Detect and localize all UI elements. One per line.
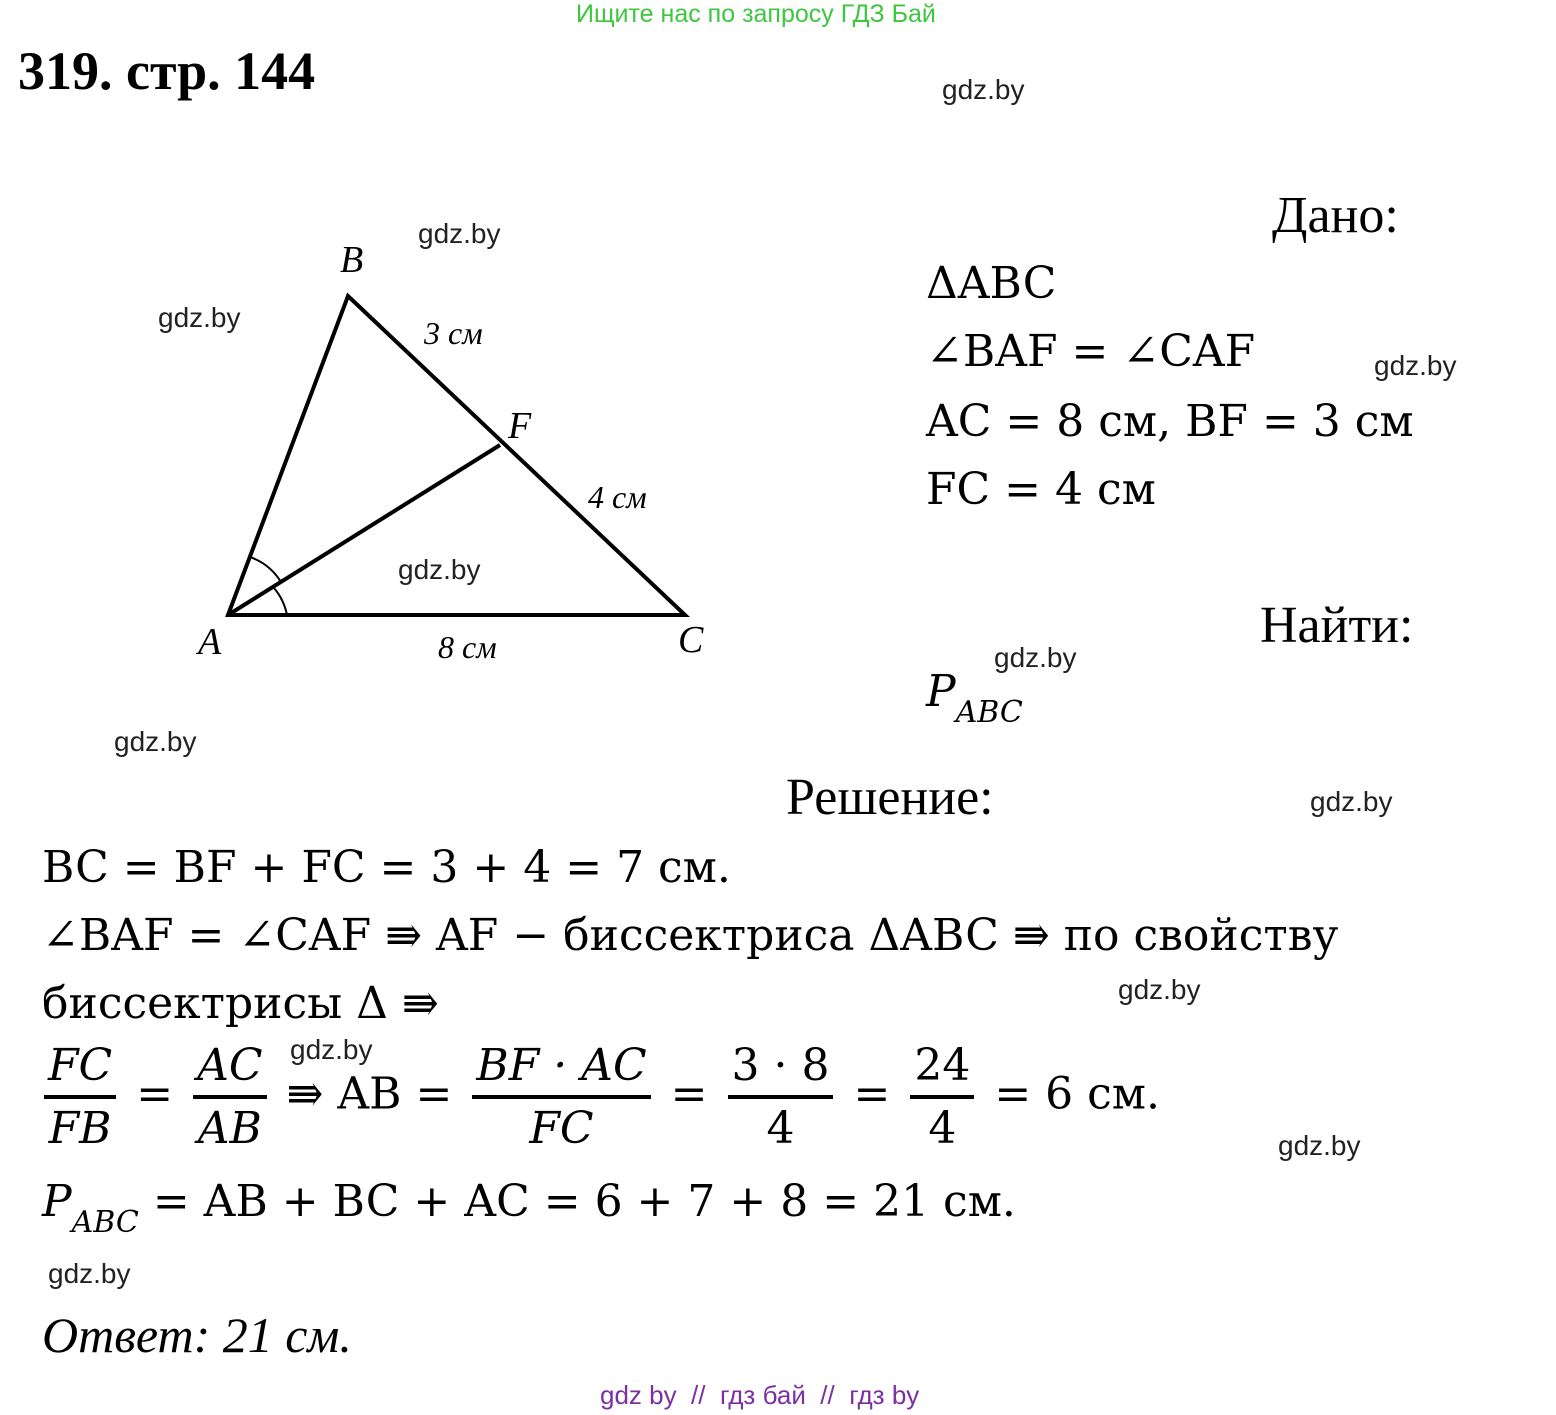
fraction-numerator: AC (193, 1040, 266, 1099)
perimeter-subscript: ABC (955, 695, 1023, 730)
solution-heading: Решение: (786, 769, 994, 826)
vertex-f-label: F (508, 405, 532, 447)
perimeter-subscript: ABC (71, 1205, 139, 1240)
given-line: FC = 4 см (926, 464, 1156, 515)
side-bf-label: 3 см (424, 315, 483, 351)
vertex-a-label: A (198, 621, 222, 663)
fraction-3x8-4 (728, 1040, 834, 1154)
watermark: gdz.by (942, 74, 1025, 105)
fraction-denominator: FB (48, 1103, 112, 1154)
watermark: gdz.by (1374, 350, 1457, 381)
perimeter-calculation: = AB + BC + AC = 6 + 7 + 8 = 21 см. (138, 1176, 1016, 1227)
solution-fraction-line (38, 1040, 1160, 1154)
fraction-numerator: 3 · 8 (728, 1040, 834, 1099)
perimeter-symbol: P (926, 666, 956, 717)
watermark: gdz.by (994, 642, 1077, 673)
given-line: ∠BAF = ∠CAF (926, 326, 1256, 377)
given-line: ΔABC (926, 258, 1057, 309)
solution-perimeter-line (42, 1176, 1016, 1240)
solution-line-1: BC = BF + FC = 3 + 4 = 7 см. (42, 842, 731, 893)
side-ac-label: 8 см (438, 629, 497, 665)
find-heading: Найти: (1260, 597, 1414, 654)
fraction-numerator: BF · AC (472, 1040, 650, 1099)
angle-arc-baf (250, 557, 281, 582)
problem-title: 319. стр. 144 (18, 41, 316, 101)
watermark: gdz.by (48, 1258, 131, 1289)
watermark: gdz.by (114, 726, 197, 757)
watermark: gdz.by (418, 218, 501, 249)
fraction-bfac-fc (472, 1040, 650, 1154)
perimeter-symbol: P (42, 1176, 72, 1227)
given-line: AC = 8 см, BF = 3 см (926, 396, 1414, 447)
triangle-figure (180, 230, 740, 670)
footer-links[interactable]: gdz by // гдз бай // гдз by (600, 1380, 920, 1410)
find-perimeter (926, 666, 1023, 730)
equals-sign: = (670, 1068, 708, 1120)
equals-sign: = (136, 1068, 174, 1120)
fraction-denominator: FC (529, 1103, 594, 1154)
fraction-denominator: 4 (928, 1103, 957, 1154)
watermark: gdz.by (1118, 974, 1201, 1005)
fraction-denominator: 4 (766, 1103, 795, 1154)
watermark: gdz.by (1278, 1130, 1361, 1161)
search-banner: Ищите нас по запросу ГДЗ Бай (576, 0, 936, 28)
fraction-numerator: 24 (910, 1040, 974, 1099)
vertex-b-label: B (340, 239, 364, 281)
side-fc-label: 4 см (588, 479, 647, 515)
watermark: gdz.by (158, 302, 241, 333)
fraction-denominator: AB (197, 1103, 262, 1154)
given-heading: Дано: (1272, 187, 1399, 244)
fraction-fc-fb (44, 1040, 116, 1154)
vertex-c-label: C (678, 619, 704, 661)
watermark: gdz.by (1310, 786, 1393, 817)
bisector-af (228, 445, 500, 615)
fraction-numerator: FC (44, 1040, 116, 1099)
fraction-24-4 (910, 1040, 974, 1154)
implies-ab: ⇛ AB = (286, 1068, 453, 1120)
answer-text: Ответ: 21 см. (42, 1307, 352, 1363)
solution-line-3: биссектрисы Δ ⇛ (42, 978, 439, 1029)
solution-line-2: ∠BAF = ∠CAF ⇛ AF − биссектриса ΔABC ⇛ по свойству (42, 910, 1339, 961)
angle-arc-caf (274, 588, 287, 615)
fraction-ac-ab (193, 1040, 266, 1154)
equals-sign: = (853, 1068, 891, 1120)
watermark: gdz.by (398, 554, 481, 585)
result-ab: = 6 см. (994, 1068, 1161, 1120)
watermark: gdz.by (290, 1034, 373, 1065)
